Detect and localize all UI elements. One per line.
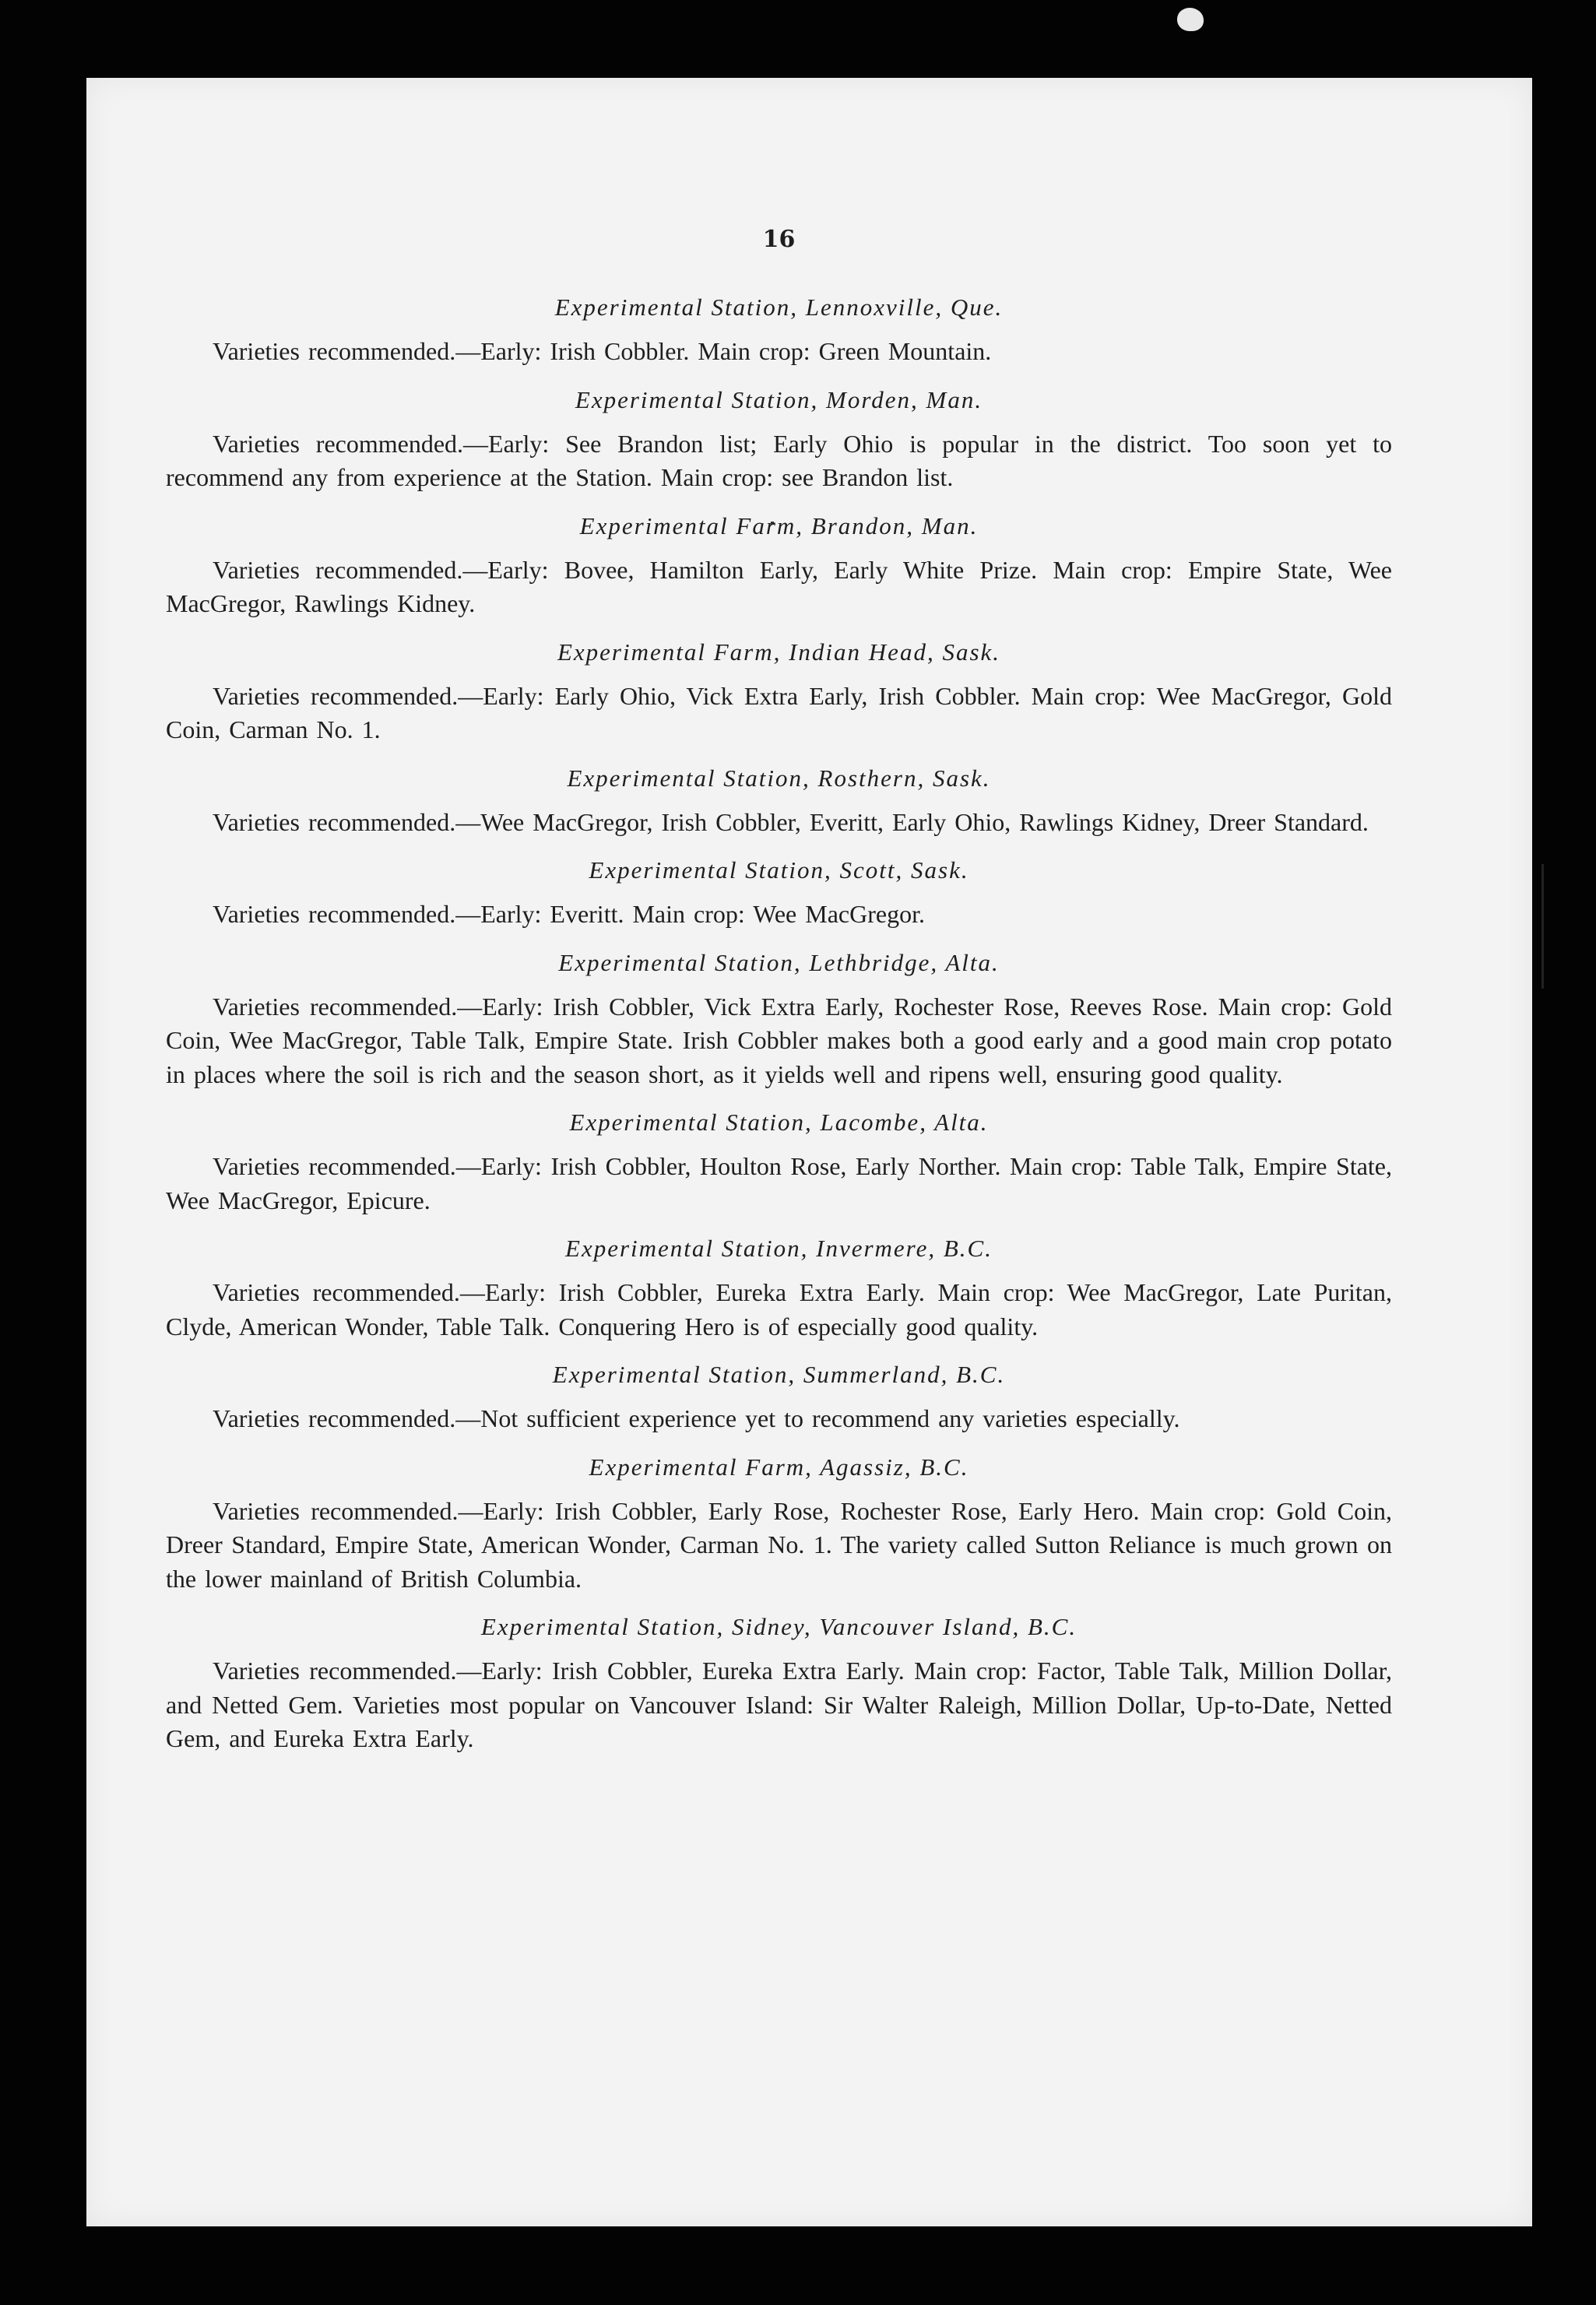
section-heading: Experimental Station, Invermere, B.C. (565, 1235, 993, 1262)
section-rosthern (166, 763, 1392, 840)
section-heading: Experimental Station, Lacombe, Alta. (569, 1109, 989, 1136)
section-text: Varieties recommended.—Early: Irish Cobbler, Houlton Rose, Early Norther. Main crop: Table Talk, Empire State, Wee MacGregor, Epicure. (166, 1152, 1392, 1214)
section-text: Varieties recommended.—Wee MacGregor, Irish Cobbler, Everitt, Early Ohio, Rawlings Kidney, Dreer Standard. (213, 807, 1369, 836)
section-text: Varieties recommended.—Early: Irish Cobbler, Eureka Extra Early. Main crop: Factor, Table Talk, Million Dollar, and Netted Gem. Varieties most popular on Vancouver Island: Sir Walter Raleigh, Million Dollar, Up-to-Date, Netted Gem, and Eureka Extra Early. (166, 1657, 1392, 1752)
section-text: Varieties recommended.—Early: Bovee, Hamilton Early, Early White Prize. Main crop: Empire State, Wee MacGregor, Rawlings Kidney. (166, 555, 1392, 617)
section-text: Varieties recommended.—Early: Everitt. Main crop: Wee MacGregor. (213, 900, 925, 928)
section-heading: Experimental Station, Summerland, B.C. (552, 1361, 1006, 1388)
section-heading: Experimental Station, Lennoxville, Que. (554, 293, 1004, 321)
section-lacombe (166, 1107, 1392, 1218)
scan-edge-mark (1542, 864, 1544, 989)
section-text: Varieties recommended.—Not sufficient experience yet to recommend any varieties especially. (213, 1404, 1180, 1432)
section-agassiz (166, 1452, 1392, 1597)
section-text: Varieties recommended.—Early: Irish Cobbler. Main crop: Green Mountain. (213, 337, 992, 365)
section-text: Varieties recommended.—Early: Early Ohio, Vick Extra Early, Irish Cobbler. Main crop: Wee MacGregor, Gold Coin, Carman No. 1. (166, 681, 1392, 743)
section-summerland (166, 1359, 1392, 1436)
section-scott (166, 855, 1392, 932)
section-heading: Experimental Station, Sidney, Vancouver Island, B.C. (480, 1613, 1077, 1640)
section-morden (166, 385, 1392, 495)
section-heading: Experimental Station, Scott, Sask. (589, 856, 969, 884)
section-heading: Experimental Station, Rosthern, Sask. (567, 764, 991, 792)
section-heading: Experimental Farm, Agassiz, B.C. (589, 1453, 969, 1481)
scan-artifact-blob (1177, 8, 1204, 31)
section-lethbridge (166, 947, 1392, 1092)
section-text: Varieties recommended.—Early: Irish Cobbler, Eureka Extra Early. Main crop: Wee MacGregor, Late Puritan, Clyde, American Wonder, Table Talk. Conquering Hero is of especially good quality. (166, 1278, 1392, 1340)
section-text: Varieties recommended.—Early: See Brandon list; Early Ohio is popular in the district. Too soon yet to recommend any from experience at the Station. Main crop: see Brandon list. (166, 429, 1392, 491)
section-text: Varieties recommended.—Early: Irish Cobbler, Vick Extra Early, Rochester Rose, Reeves Rose. Main crop: Gold Coin, Wee MacGregor, Table Talk, Empire State. Irish Cobbler makes both a good early and a good main crop potato in places where the soil is rich and the season short, as it yields well and ripens well, ensuring good quality. (166, 992, 1392, 1088)
section-heading: Experimental Station, Lethbridge, Alta. (558, 948, 1000, 976)
section-sidney (166, 1611, 1392, 1756)
section-heading: Experimental Station, Morden, Man. (575, 385, 983, 413)
page-number: 16 (762, 226, 796, 253)
section-heading: Experimental Farm, Indian Head, Sask. (557, 638, 1001, 666)
section-heading: Experimental Farm, Brandon, Man. (579, 511, 979, 539)
section-invermere (166, 1233, 1392, 1344)
section-indian-head (166, 637, 1392, 747)
page-content (166, 226, 1392, 1772)
section-lennoxville (166, 292, 1392, 369)
section-text: Varieties recommended.—Early: Irish Cobbler, Early Rose, Rochester Rose, Early Hero. Main crop: Gold Coin, Dreer Standard, Empire State, American Wonder, Carman No. 1. The variety called Sutton Reliance is much grown on the lower mainland of British Columbia. (166, 1496, 1392, 1593)
section-brandon (166, 511, 1392, 621)
